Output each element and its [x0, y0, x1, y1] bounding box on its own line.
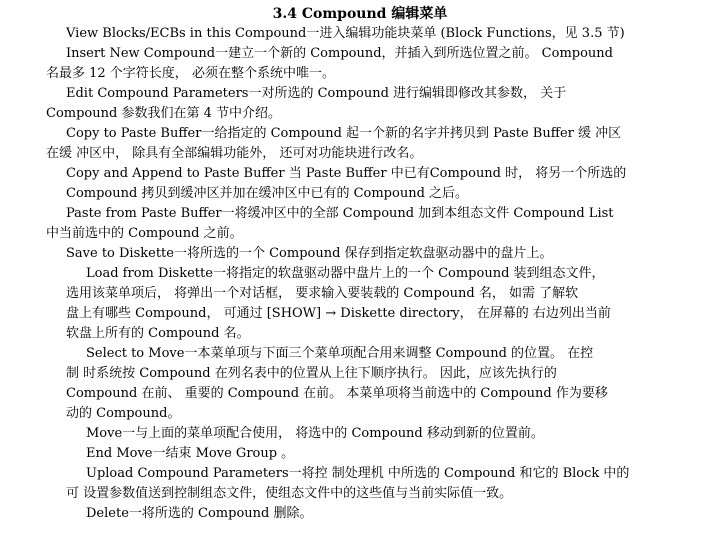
text-line-insert-new: Insert New Compound一建立一个新的 Compound，并插入到所选位置之前。 Compound: [66, 46, 613, 61]
text-line-select-move: Select to Move一本菜单项与下面三个菜单项配合用来调整 Compound 的位置。 在控: [86, 346, 594, 361]
text-line-delete: Delete一将所选的 Compound 删除。: [86, 506, 313, 521]
text-line-view-blocks: View Blocks/ECBs in this Compound一进入编辑功能块菜单 (Block Functions，见 3.5 节): [66, 26, 625, 41]
text-line-save-diskette: Save to Diskette一将所选的一个 Compound 保存到指定软盘驱动器中的盘片上。: [66, 246, 553, 261]
text-line-move: Move一与上面的菜单项配合使用， 将选中的 Compound 移动到新的位置前。: [86, 426, 544, 441]
text-line-paste-from-cont: 中当前选中的 Compound 之前。: [46, 226, 243, 241]
text-line-paste-from: Paste from Paste Buffer一将缓冲区中的全部 Compound 加到本组态文件 Compound List: [66, 206, 614, 221]
text-line-insert-new-cont: 名最多 12 个字符长度， 必须在整个系统中唯一。: [46, 66, 335, 81]
text-line-load-diskette: Load from Diskette一将指定的软盘驱动器中盘片上的一个 Compound 装到组态文件，: [86, 266, 605, 281]
text-line-copy-append: Copy and Append to Paste Buffer 当 Paste Buffer 中已有Compound 时， 将另一个所选的: [66, 166, 627, 181]
text-line-copy-paste: Copy to Paste Buffer一给指定的 Compound 起一个新的名字并拷贝到 Paste Buffer 缓 冲区: [66, 126, 622, 141]
text-line-load-diskette-cont-1: 选用该菜单项后， 将弹出一个对话框， 要求输入要装载的 Compound 名， 如需 了解软: [66, 286, 579, 301]
text-line-copy-append-cont: Compound 拷贝到缓冲区并加在缓冲区中已有的 Compound 之后。: [66, 186, 469, 201]
text-line-upload-params: Upload Compound Parameters一将控 制处理机 中所选的 Compound 和它的 Block 中的: [86, 466, 630, 481]
text-line-edit-params: Edit Compound Parameters一对所选的 Compound 进行编辑即修改其参数， 关于: [66, 86, 567, 101]
text-line-load-diskette-cont-2: 盘上有哪些 Compound， 可通过 [SHOW] → Diskette directory， 在屏幕的 右边列出当前: [66, 306, 611, 321]
text-line-select-move-cont-3: 动的 Compound。: [66, 406, 181, 421]
text-line-select-move-cont-2: Compound 在前、 重要的 Compound 在前。 本菜单项将当前选中的 Compound 作为要移: [66, 386, 608, 401]
text-line-select-move-cont-1: 制 时系统按 Compound 在列名表中的位置从上往下顺序执行。 因此，应该先执行的: [66, 366, 557, 381]
section-title: 3.4 Compound 编辑菜单: [272, 6, 448, 22]
text-line-upload-params-cont: 可 设置参数值送到控制组态文件，使组态文件中的这些值与当前实际值一致。: [66, 486, 513, 501]
text-line-end-move: End Move一结束 Move Group 。: [86, 446, 295, 461]
text-line-copy-paste-cont: 在缓 冲区中， 除具有全部编辑功能外， 还可对功能块进行改名。: [46, 146, 423, 161]
text-line-load-diskette-cont-3: 软盘上所有的 Compound 名。: [66, 326, 250, 341]
text-line-edit-params-cont: Compound 参数我们在第 4 节中介绍。: [46, 106, 281, 121]
